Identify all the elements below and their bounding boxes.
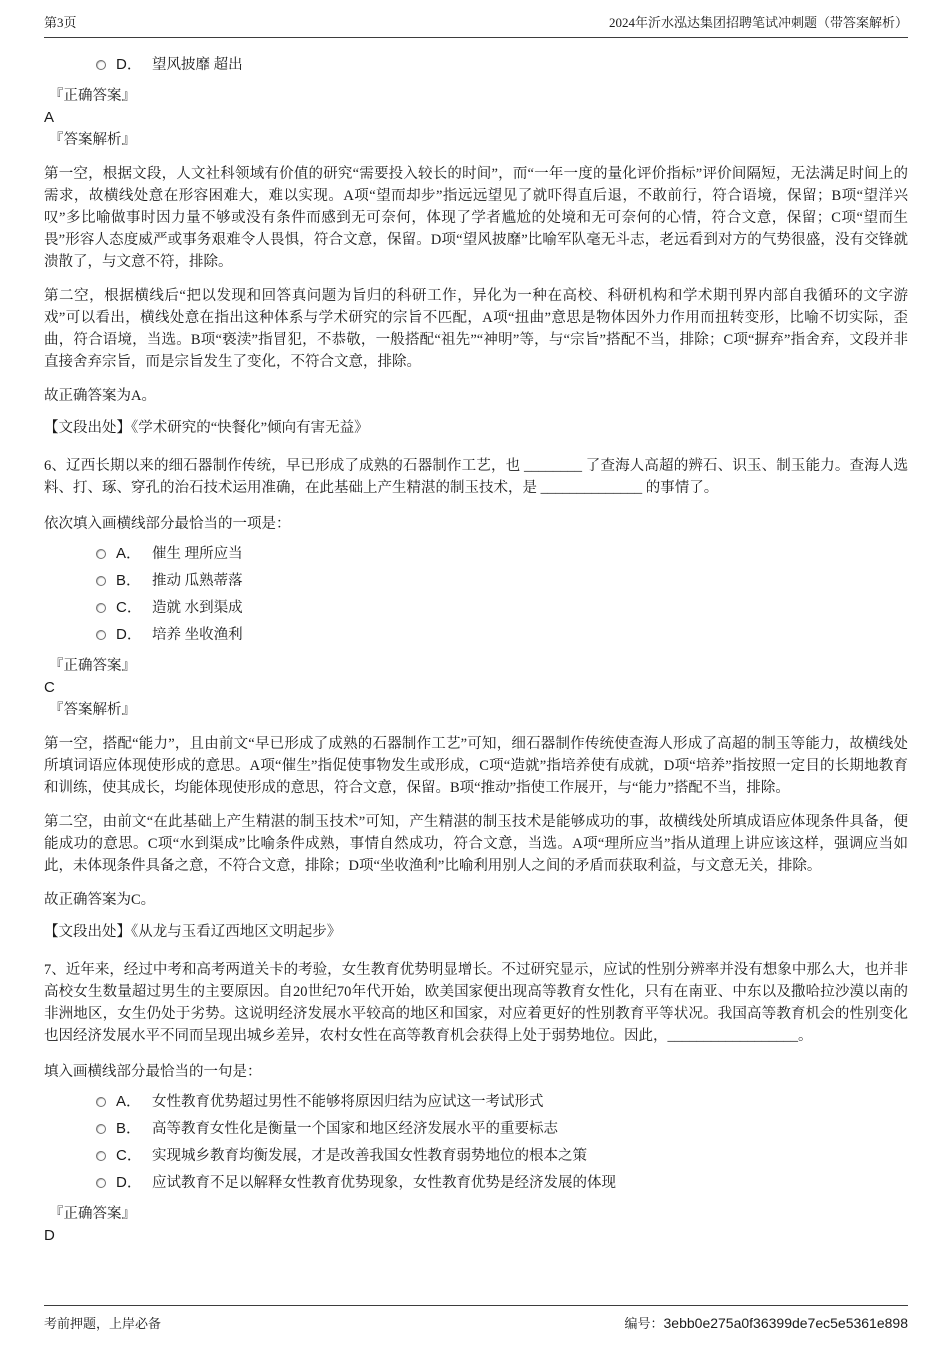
radio-button-icon[interactable] xyxy=(96,630,106,640)
footer-serial xyxy=(625,1313,909,1332)
option-text: 培养 坐收渔利 xyxy=(152,626,243,643)
option-letter: B． xyxy=(116,1119,142,1137)
q6-options xyxy=(44,540,908,648)
option-letter: D． xyxy=(116,55,142,73)
serial-label: 编号： xyxy=(624,1316,664,1331)
option-text: 实现城乡教育均衡发展，才是改善我国女性教育弱势地位的根本之策 xyxy=(152,1147,587,1164)
radio-button-icon[interactable] xyxy=(96,1124,106,1134)
q6-option-row-a xyxy=(44,540,908,567)
q6-conclusion: 故正确答案为C。 xyxy=(44,892,156,908)
radio-button-icon[interactable] xyxy=(96,1097,106,1107)
q7-option-row-a xyxy=(44,1088,908,1115)
document-title: 2024年沂水泓达集团招聘笔试冲刺题（带答案解析） xyxy=(608,15,908,30)
page-content xyxy=(44,46,908,1247)
q6-source: 【文段出处】《从龙与玉看辽西地区文明起步》 xyxy=(44,924,342,940)
q7-option-row-b xyxy=(44,1115,908,1142)
option-text: 催生 理所应当 xyxy=(152,545,243,562)
answer-analysis-label: 『答案解析』 xyxy=(49,702,136,718)
q7-answer-block xyxy=(44,1203,908,1247)
q6-stem: 6、辽西长期以来的细石器制作传统，早已形成了成熟的石器制作工艺，也 ________ 了查海人高超的辨石、识玉、制玉能力。查海人选料、打、琢、穿孔的治石技术运用准确，在此基础上产生精湛的制玉技术，是 ______________ 的事情了。 xyxy=(44,458,908,496)
radio-button-icon[interactable] xyxy=(96,60,106,70)
option-text: 女性教育优势超过男性不能够将原因归结为应试这一考试形式 xyxy=(152,1093,544,1110)
q7-prompt: 填入画横线部分最恰当的一句是： xyxy=(44,1064,262,1080)
option-text: 望风披靡 超出 xyxy=(152,56,243,73)
q7-option-row-d xyxy=(44,1169,908,1196)
q6-answer-block xyxy=(44,655,908,721)
q5-answer-block xyxy=(44,85,908,151)
option-letter: A． xyxy=(116,1092,142,1110)
q6-correct-answer-value: C xyxy=(44,679,55,696)
q6-option-row-c xyxy=(44,594,908,621)
option-letter: C． xyxy=(116,598,142,616)
q7-options xyxy=(44,1088,908,1196)
q5-analysis-paragraph-1: 第一空，根据文段，人文社科领域有价值的研究“需要投入较长的时间”，而“一年一度的量化评价指标”评价间隔短，无法满足时间上的需求，故横线处意在形容困难大，难以实现。A项“望而却步”指远远望见了就吓得直后退，不敢前行，符合语境，保留；B项“望洋兴叹”多比喻做事时因力量不够或没有条件而感到无可奈何，体现了学者尴尬的处境和无可奈何的心情，符合文意，保留；C项“望而生畏”形容人态度威严或事务艰难令人畏惧，符合文意，保留。D项“望风披靡”比喻军队毫无斗志，老远看到对方的气势很盛，没有交锋就溃散了，与文意不符，排除。 xyxy=(44,166,908,270)
q6-option-row-d xyxy=(44,621,908,648)
radio-button-icon[interactable] xyxy=(96,1178,106,1188)
q6-prompt: 依次填入画横线部分最恰当的一项是： xyxy=(44,516,291,532)
option-letter: D． xyxy=(116,625,142,643)
radio-button-icon[interactable] xyxy=(96,576,106,586)
q5-conclusion: 故正确答案为A。 xyxy=(44,388,156,404)
option-letter: A． xyxy=(116,544,142,562)
correct-answer-label: 『正确答案』 xyxy=(49,658,136,674)
footer-slogan: 考前押题，上岸必备 xyxy=(44,1316,162,1331)
option-letter: C． xyxy=(116,1146,142,1164)
radio-button-icon[interactable] xyxy=(96,1151,106,1161)
q7-stem: 7、近年来，经过中考和高考两道关卡的考验，女生教育优势明显增长。不过研究显示，应试的性别分辨率并没有想象中那么大，也并非高校女生数量超过男生的主要原因。自20世纪70年代开始，欧美国家便出现高等教育女性化，只有在南亚、中东以及撒哈拉沙漠以南的非洲地区，女生仍处于劣势。这说明经济发展水平较高的地区和国家，对应着更好的性别教育平等状况。我国高等教育机会的性别变化也因经济发展水平不同而呈现出城乡差异，农村女性在高等教育机会获得上处于弱势地位。因此，__________________。 xyxy=(44,962,908,1044)
option-text: 推动 瓜熟蒂落 xyxy=(152,572,243,589)
page-number: 第3页 xyxy=(44,15,77,30)
q6-option-row-b xyxy=(44,567,908,594)
q5-option-row-d xyxy=(44,51,908,78)
page-header xyxy=(44,12,908,38)
option-text: 高等教育女性化是衡量一个国家和地区经济发展水平的重要标志 xyxy=(152,1120,558,1137)
serial-value: 3ebb0e275a0f36399de7ec5e5361e898 xyxy=(663,1315,908,1331)
option-text: 应试教育不足以解释女性教育优势现象，女性教育优势是经济发展的体现 xyxy=(152,1174,616,1191)
q6-analysis-paragraph-1: 第一空，搭配“能力”，且由前文“早已形成了成熟的石器制作工艺”可知，细石器制作传统使查海人形成了高超的制玉等能力，故横线处所填词语应体现使形成的意思。A项“催生”指促使事物发生或形成，C项“造就”指培养使有成就，D项“培养”指按照一定目的长期地教育和训练，使其成长，均能体现使形成的意思，符合文意，保留。B项“推动”指使工作展开，与“能力”搭配不当，排除。 xyxy=(44,736,908,796)
q7-correct-answer-value: D xyxy=(44,1227,55,1244)
page-footer xyxy=(44,1305,908,1332)
option-letter: D． xyxy=(116,1173,142,1191)
q6-analysis-paragraph-2: 第二空，由前文“在此基础上产生精湛的制玉技术”可知，产生精湛的制玉技术是能够成功的事，故横线处所填成语应体现条件具备，便能成功的意思。C项“水到渠成”比喻条件成熟，事情自然成功，符合文意，当选。A项“理所应当”指从道理上讲应该这样，强调应当如此，未体现条件具备之意，不符合文意，排除；D项“坐收渔利”比喻利用别人之间的矛盾而获取利益，与文意无关，排除。 xyxy=(44,814,908,874)
q5-source: 【文段出处】《学术研究的“快餐化”倾向有害无益》 xyxy=(44,420,369,436)
correct-answer-label: 『正确答案』 xyxy=(49,1206,136,1222)
radio-button-icon[interactable] xyxy=(96,603,106,613)
option-letter: B． xyxy=(116,571,142,589)
correct-answer-label: 『正确答案』 xyxy=(49,88,136,104)
answer-analysis-label: 『答案解析』 xyxy=(49,132,136,148)
q5-analysis-paragraph-2: 第二空，根据横线后“把以发现和回答真问题为旨归的科研工作，异化为一种在高校、科研机构和学术期刊界内部自我循环的文字游戏”可以看出，横线处意在指出这种体系与学术研究的宗旨不匹配，A项“扭曲”意思是物体因外力作用而扭转变形，比喻不切实际，歪曲，符合语境，当选。B项“亵渎”指冒犯，不恭敬，一般搭配“祖先”“神明”等，与“宗旨”搭配不当，排除；C项“摒弃”指舍弃，文段并非直接舍弃宗旨，而是宗旨发生了变化，不符合文意，排除。 xyxy=(44,288,908,370)
option-text: 造就 水到渠成 xyxy=(152,599,243,616)
q5-correct-answer-value: A xyxy=(44,109,55,126)
q7-option-row-c xyxy=(44,1142,908,1169)
radio-button-icon[interactable] xyxy=(96,549,106,559)
